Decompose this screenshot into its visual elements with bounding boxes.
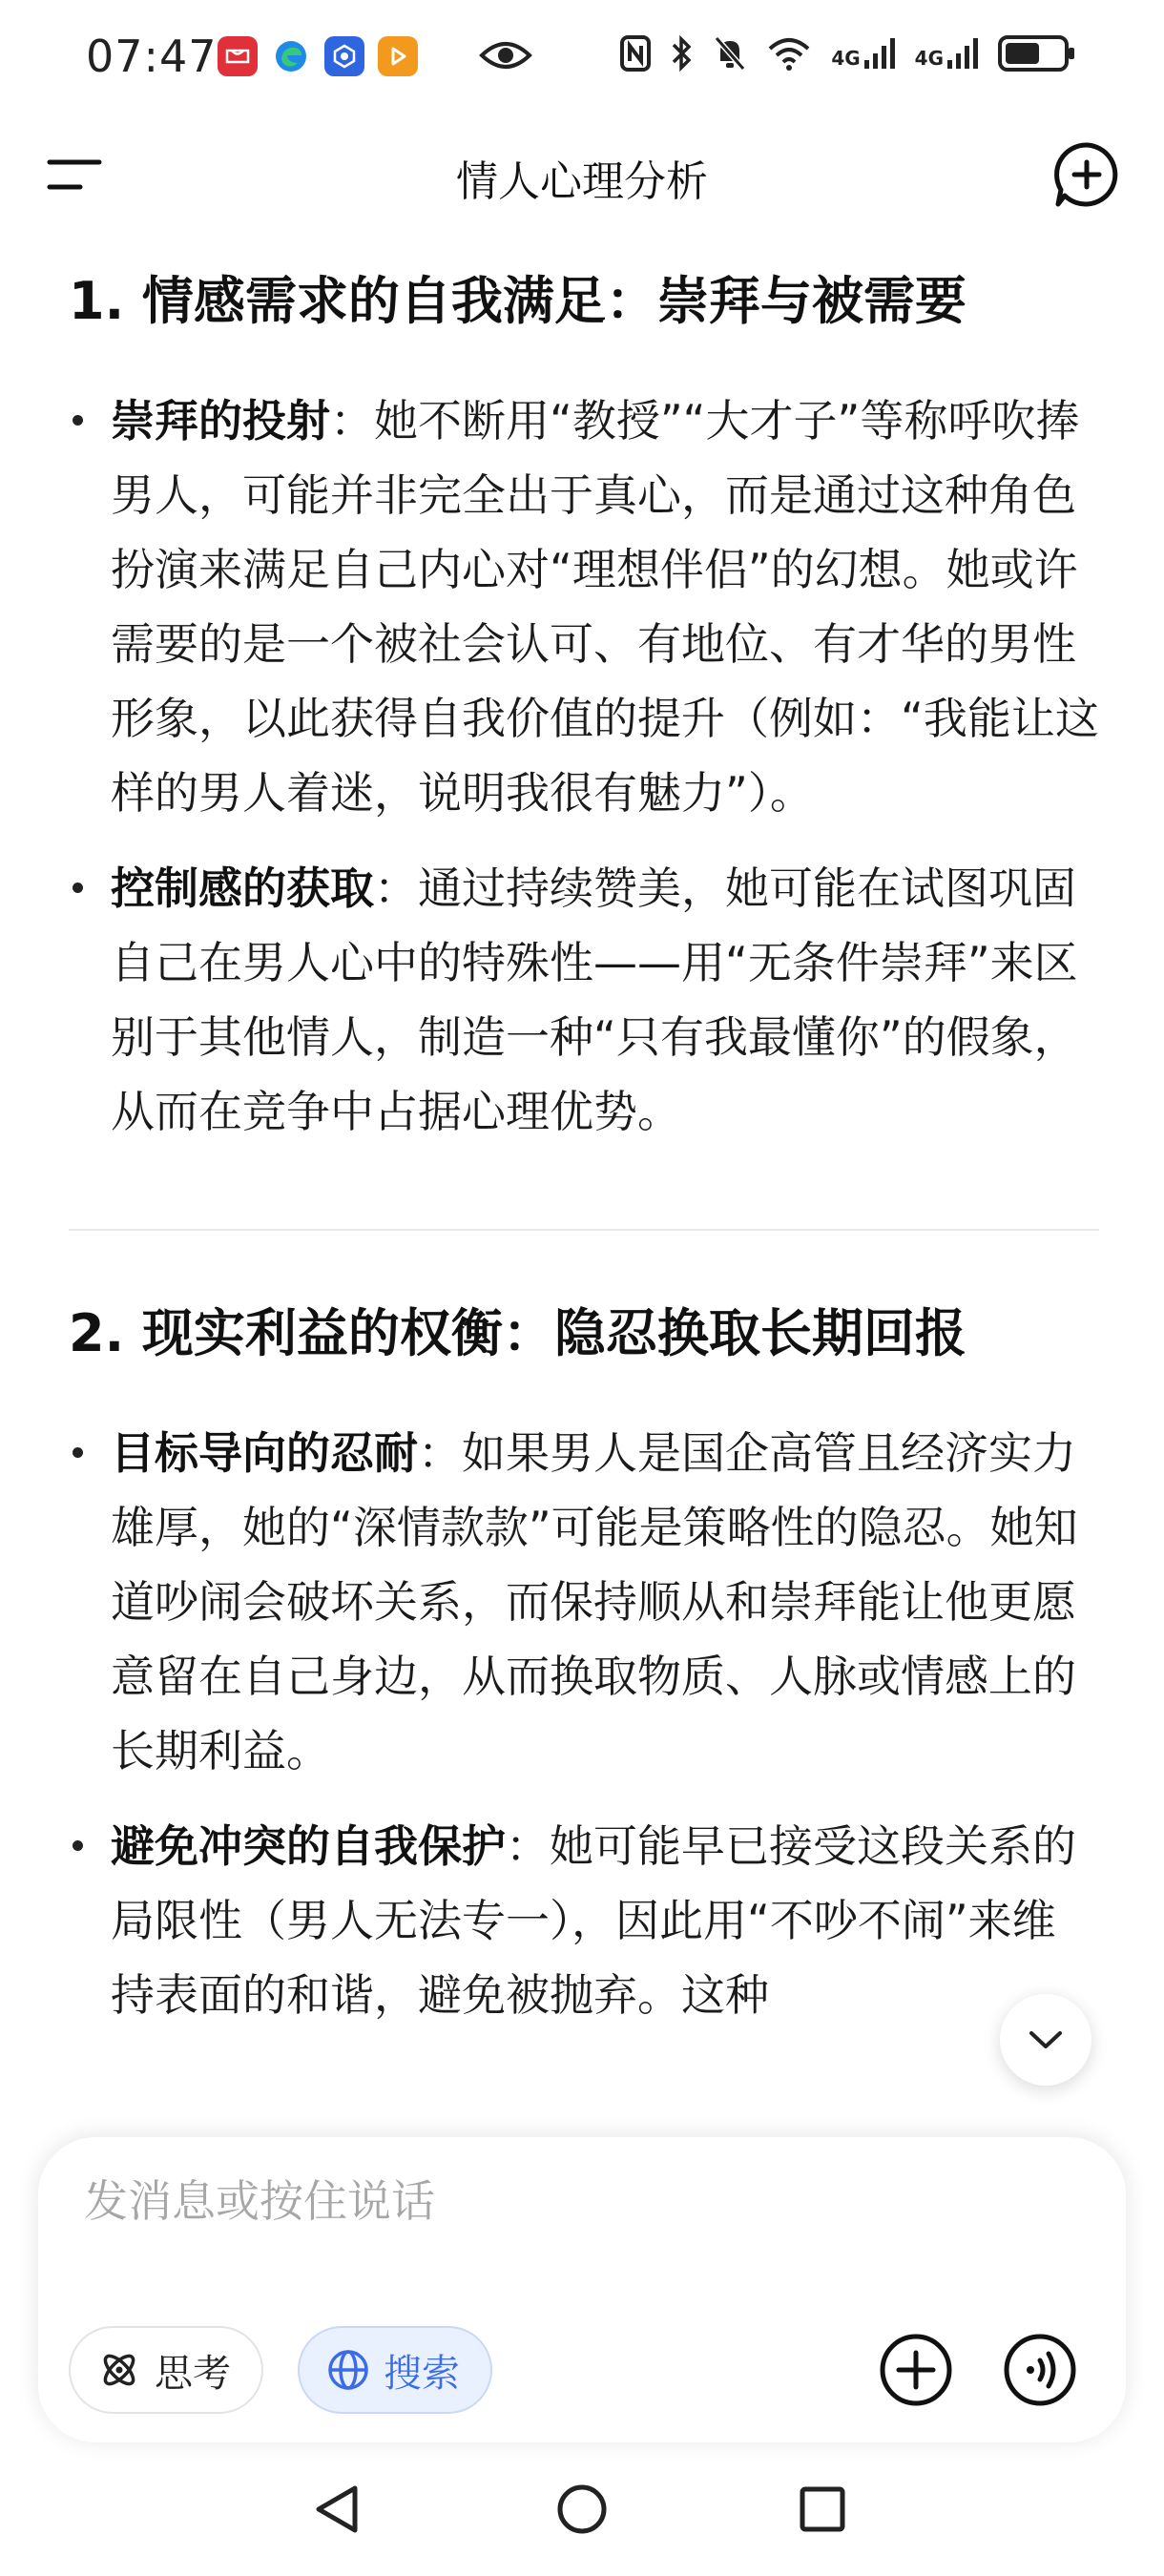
status-time: 07:47 xyxy=(86,31,218,82)
bullet-text: ：她可能早已接受这段关系的局限性（男人无法专一），因此用“不吵不闹”来维持表面的和谐，避免被抛弃。这种 xyxy=(111,1820,1076,2021)
cellular-signal-2: 4G xyxy=(915,37,979,70)
video-app-icon xyxy=(378,36,418,76)
bullet-term: 避免冲突的自我保护 xyxy=(111,1820,506,1872)
mute-bell-icon xyxy=(713,34,747,73)
globe-icon xyxy=(326,2348,370,2392)
nfc-icon xyxy=(619,34,652,73)
bluetooth-icon xyxy=(671,34,694,73)
bullet-text: ：通过持续赞美，她可能在试图巩固自己在男人心中的特殊性——用“无条件崇拜”来区别于其他情人，制造一种“只有我最懂你”的假象，从而在竞争中占据心理优势。 xyxy=(111,862,1078,1137)
add-attachment-button[interactable] xyxy=(878,2332,954,2408)
list-item xyxy=(69,384,1099,830)
back-triangle-icon[interactable] xyxy=(309,2481,366,2538)
think-label: 思考 xyxy=(155,2351,231,2396)
search-label: 搜索 xyxy=(384,2351,460,2396)
recent-apps-square-icon[interactable] xyxy=(794,2481,851,2538)
section-1 xyxy=(69,265,1099,1149)
chat-response-content xyxy=(69,229,1099,2137)
voice-call-button[interactable] xyxy=(1002,2332,1078,2408)
wifi-icon xyxy=(766,35,812,72)
section-title: 2. 现实利益的权衡：隐忍换取长期回报 xyxy=(69,1303,967,1363)
bullet-term: 控制感的获取 xyxy=(111,862,374,914)
section-2 xyxy=(69,1298,1099,2032)
battery-icon xyxy=(998,35,1069,72)
bullet-term: 目标导向的忍耐 xyxy=(111,1427,418,1479)
atom-icon xyxy=(97,2348,141,2392)
cellular-signal-1: 4G xyxy=(831,37,895,70)
edge-browser-icon xyxy=(271,36,311,76)
bullet-text: ：如果男人是国企高管且经济实力雄厚，她的“深情款款”可能是策略性的隐忍。她知道吵闹会破坏关系，而保持顺从和崇拜能让他更愿意留在自己身边，从而换取物质、人脉或情感上的长期利益。 xyxy=(111,1427,1078,1776)
message-input[interactable] xyxy=(84,2175,943,2227)
bullet-text: ：她不断用“教授”“大才子”等称呼吹捧男人，可能并非完全出于真心，而是通过这种角色扮演来满足自己内心对“理想伴侣”的幻想。她或许需要的是一个被社会认可、有地位、有才华的男性形象，以此获得自我价值的提升（例如：“我能让这样的男人着迷，说明我很有魅力”）。 xyxy=(111,395,1099,819)
battery-level xyxy=(1006,43,1039,64)
eye-comfort-icon xyxy=(479,38,532,76)
bullet-list xyxy=(69,384,1099,1149)
chevron-down-icon xyxy=(1027,2028,1065,2051)
signal-bars-icon xyxy=(863,37,896,70)
system-nav-bar xyxy=(0,2442,1164,2576)
new-chat-icon[interactable] xyxy=(1053,141,1120,208)
list-item xyxy=(69,1416,1099,1788)
status-bar xyxy=(0,0,1164,114)
home-circle-icon[interactable] xyxy=(553,2481,611,2538)
search-toggle-button[interactable] xyxy=(298,2326,492,2414)
message-composer xyxy=(38,2137,1126,2442)
list-item xyxy=(69,1809,1099,2032)
list-item xyxy=(69,851,1099,1149)
status-indicators xyxy=(619,34,1069,73)
signal-bars-icon xyxy=(946,37,979,70)
section-title: 1. 情感需求的自我满足：崇拜与被需要 xyxy=(69,271,967,331)
bullet-term: 崇拜的投射 xyxy=(111,395,330,447)
section-divider xyxy=(69,1229,1099,1231)
status-app-icons xyxy=(218,36,418,76)
think-toggle-button[interactable] xyxy=(69,2326,263,2414)
bullet-list xyxy=(69,1416,1099,2032)
top-app-bar xyxy=(0,124,1164,229)
huawei-app-icon xyxy=(218,36,258,76)
page-title: 情人心理分析 xyxy=(456,157,708,206)
app-store-icon xyxy=(324,36,364,76)
scroll-to-bottom-button[interactable] xyxy=(1000,1994,1091,2086)
